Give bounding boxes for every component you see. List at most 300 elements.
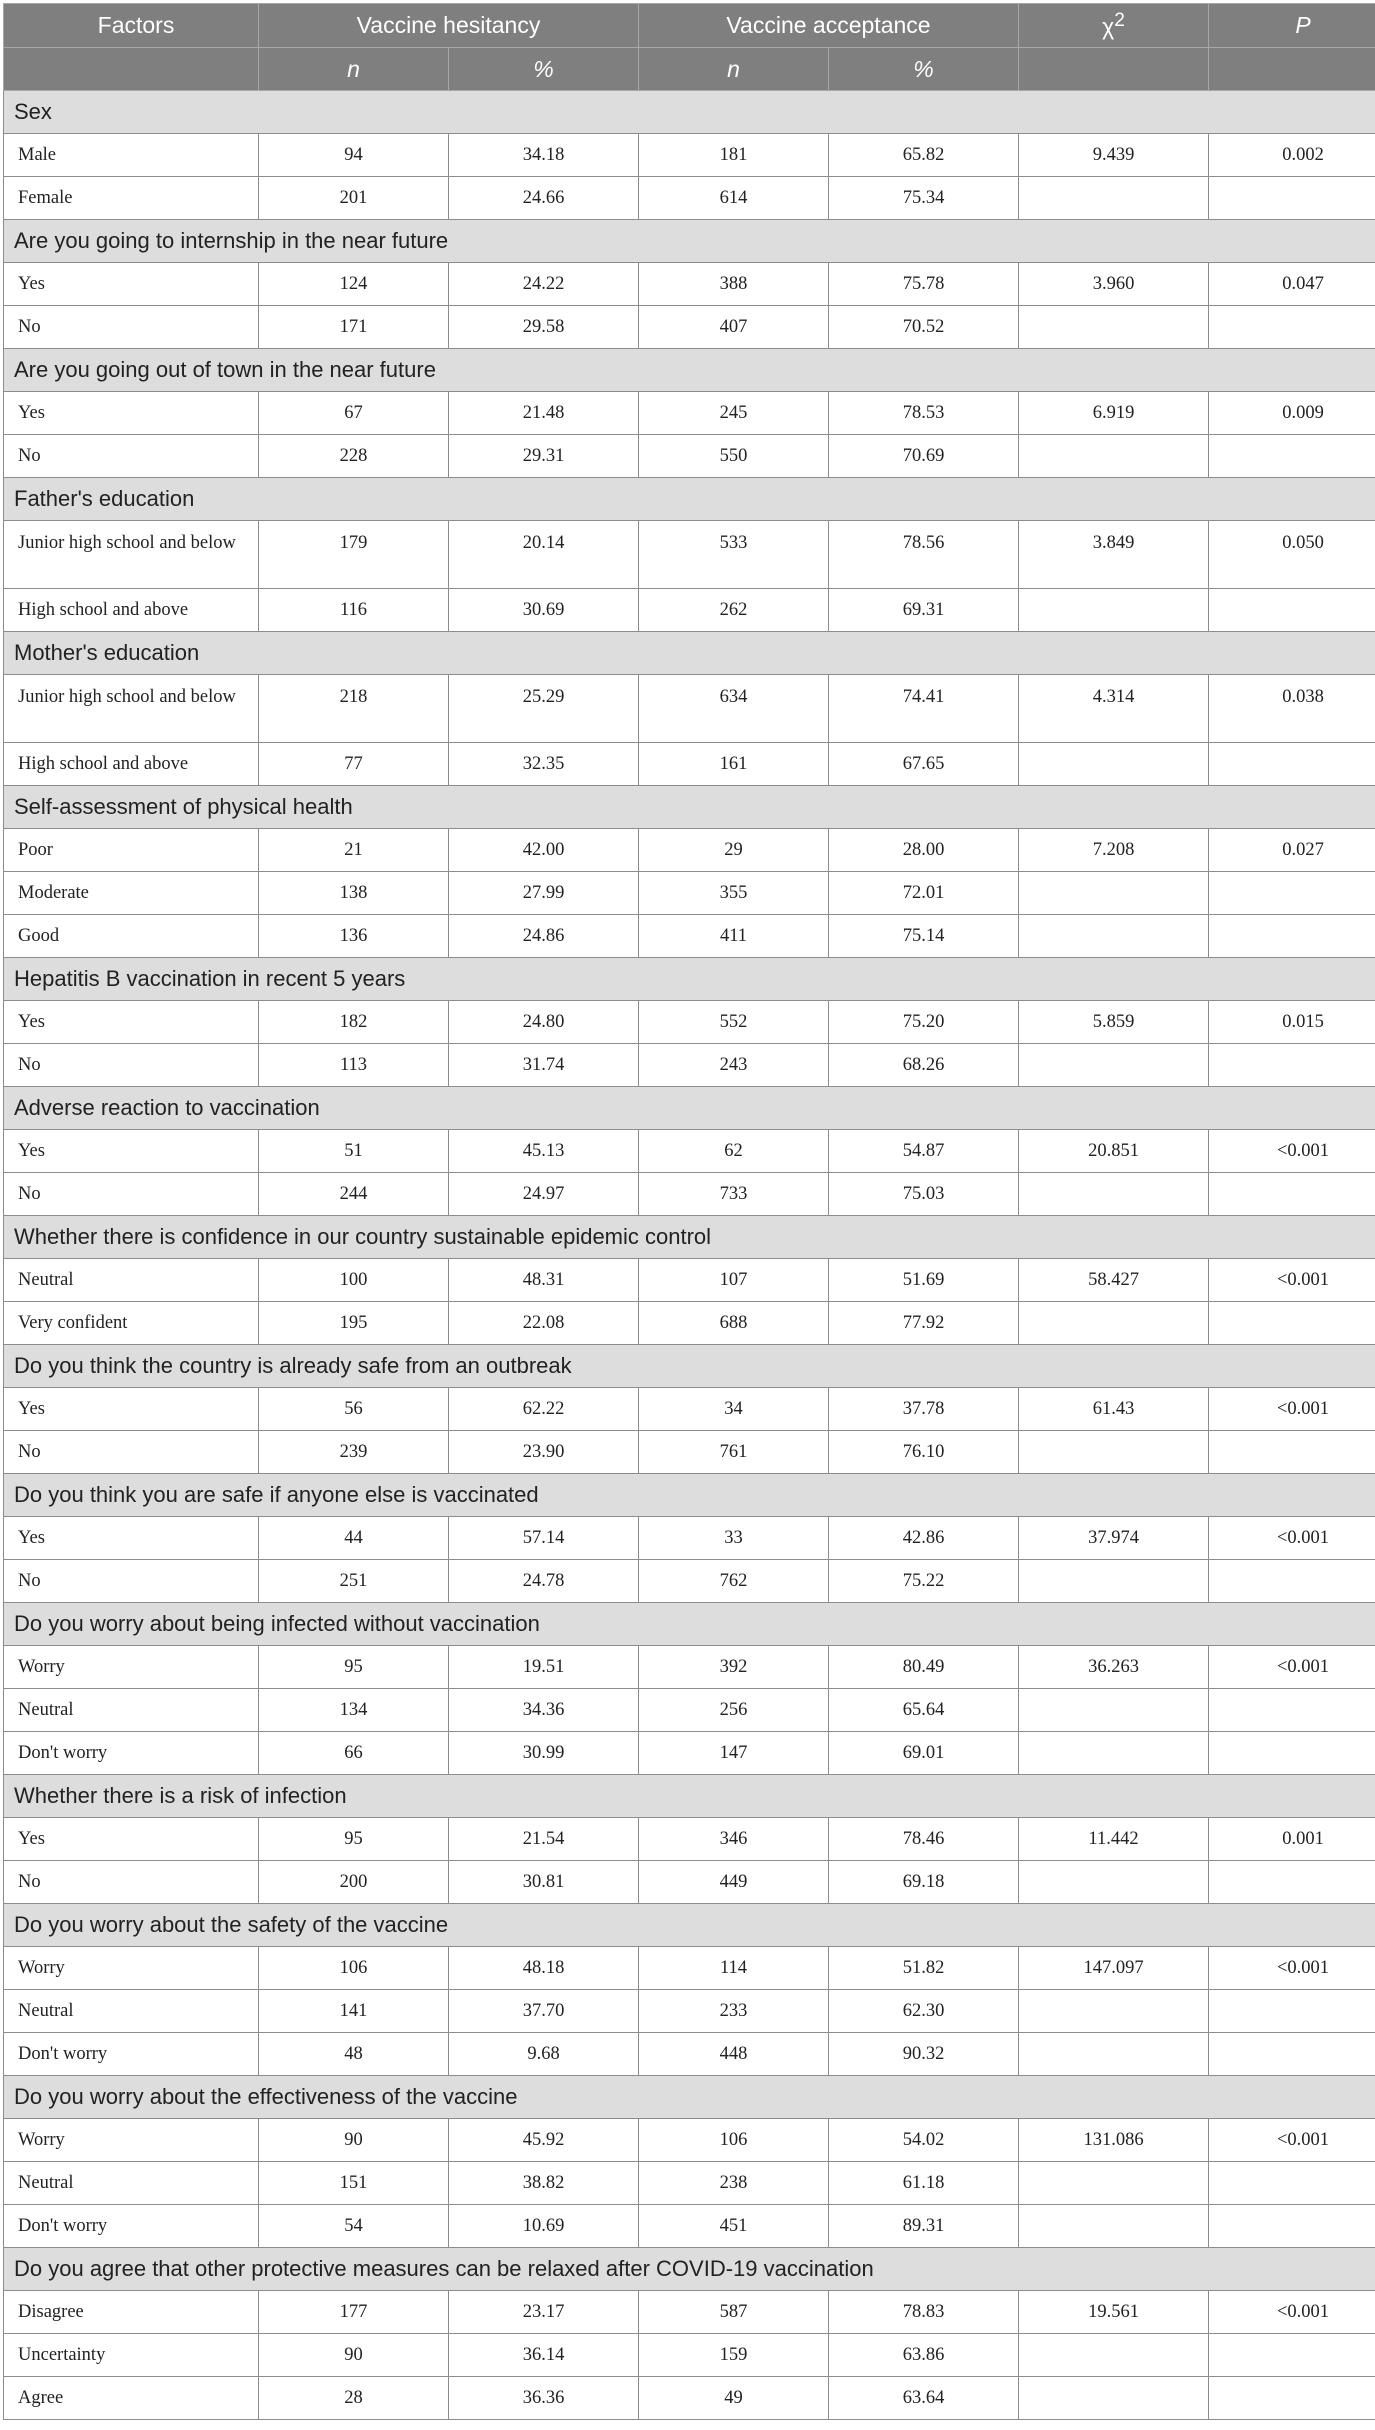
chi-square-cell (1019, 2334, 1209, 2377)
p-value-cell (1209, 872, 1375, 915)
hesitancy-pct-cell: 30.81 (449, 1861, 639, 1904)
hesitancy-n-cell: 201 (259, 177, 449, 220)
hesitancy-n-cell: 94 (259, 134, 449, 177)
p-value-cell (1209, 1861, 1375, 1904)
p-value-cell (1209, 915, 1375, 958)
data-table (3, 3, 1375, 2420)
acceptance-n-cell: 550 (639, 435, 829, 478)
hesitancy-pct-cell: 24.80 (449, 1001, 639, 1044)
section-title: Self-assessment of physical health (4, 786, 1375, 829)
section-title: Do you agree that other protective measures can be relaxed after COVID-19 vaccination (4, 2248, 1375, 2291)
acceptance-pct-cell: 78.83 (829, 2291, 1019, 2334)
acceptance-pct-cell: 67.65 (829, 743, 1019, 786)
section-title: Are you going to internship in the near future (4, 220, 1375, 263)
hesitancy-n-cell: 124 (259, 263, 449, 306)
row-label: Neutral (4, 1689, 259, 1732)
p-value-cell (1209, 589, 1375, 632)
hesitancy-pct-cell: 48.31 (449, 1259, 639, 1302)
hesitancy-pct-cell: 22.08 (449, 1302, 639, 1345)
table-row (4, 1302, 1375, 1345)
table-row (4, 1173, 1375, 1216)
hesitancy-pct-cell: 24.66 (449, 177, 639, 220)
row-label: No (4, 1173, 259, 1216)
chi-square-cell: 6.919 (1019, 392, 1209, 435)
acceptance-n-cell: 355 (639, 872, 829, 915)
chi-square-cell: 20.851 (1019, 1130, 1209, 1173)
acceptance-pct-cell: 75.78 (829, 263, 1019, 306)
acceptance-n-cell: 448 (639, 2033, 829, 2076)
table-row (4, 1259, 1375, 1302)
p-value-cell (1209, 1732, 1375, 1775)
header-hesitancy-n: n (259, 48, 449, 91)
p-value-cell: <0.001 (1209, 1947, 1375, 1990)
hesitancy-n-cell: 77 (259, 743, 449, 786)
header-acceptance-n: n (639, 48, 829, 91)
acceptance-pct-cell: 78.56 (829, 521, 1019, 589)
section-header-row (4, 478, 1375, 521)
acceptance-pct-cell: 69.18 (829, 1861, 1019, 1904)
chi-square-cell (1019, 1302, 1209, 1345)
chi-square-cell (1019, 177, 1209, 220)
table-row (4, 589, 1375, 632)
chi-square-cell: 4.314 (1019, 675, 1209, 743)
section-title: Do you worry about being infected without vaccination (4, 1603, 1375, 1646)
hesitancy-pct-cell: 23.90 (449, 1431, 639, 1474)
hesitancy-n-cell: 90 (259, 2334, 449, 2377)
chi-square-cell (1019, 1689, 1209, 1732)
table-row (4, 915, 1375, 958)
p-value-cell: 0.047 (1209, 263, 1375, 306)
acceptance-n-cell: 262 (639, 589, 829, 632)
chi-square-cell (1019, 1044, 1209, 1087)
acceptance-pct-cell: 62.30 (829, 1990, 1019, 2033)
acceptance-pct-cell: 51.69 (829, 1259, 1019, 1302)
table-row (4, 263, 1375, 306)
table-row (4, 1560, 1375, 1603)
hesitancy-n-cell: 100 (259, 1259, 449, 1302)
section-header-row (4, 1087, 1375, 1130)
chi-square-cell (1019, 306, 1209, 349)
row-label: Moderate (4, 872, 259, 915)
acceptance-n-cell: 114 (639, 1947, 829, 1990)
row-label: Agree (4, 2377, 259, 2420)
hesitancy-pct-cell: 36.36 (449, 2377, 639, 2420)
hesitancy-pct-cell: 36.14 (449, 2334, 639, 2377)
hesitancy-n-cell: 28 (259, 2377, 449, 2420)
table-row (4, 872, 1375, 915)
table-row (4, 1689, 1375, 1732)
table-row (4, 1646, 1375, 1689)
row-label: No (4, 1044, 259, 1087)
section-header-row (4, 1474, 1375, 1517)
hesitancy-pct-cell: 10.69 (449, 2205, 639, 2248)
hesitancy-n-cell: 244 (259, 1173, 449, 1216)
hesitancy-pct-cell: 24.86 (449, 915, 639, 958)
header-factors: Factors (4, 4, 259, 48)
p-value-cell (1209, 2334, 1375, 2377)
hesitancy-n-cell: 67 (259, 392, 449, 435)
p-value-cell (1209, 1689, 1375, 1732)
hesitancy-pct-cell: 29.31 (449, 435, 639, 478)
acceptance-n-cell: 407 (639, 306, 829, 349)
chi-square-cell (1019, 435, 1209, 478)
acceptance-pct-cell: 75.34 (829, 177, 1019, 220)
section-title: Do you worry about the effectiveness of the vaccine (4, 2076, 1375, 2119)
acceptance-n-cell: 33 (639, 1517, 829, 1560)
table-row (4, 521, 1375, 589)
hesitancy-n-cell: 141 (259, 1990, 449, 2033)
acceptance-n-cell: 159 (639, 2334, 829, 2377)
row-label: Yes (4, 263, 259, 306)
hesitancy-pct-cell: 27.99 (449, 872, 639, 915)
hesitancy-pct-cell: 42.00 (449, 829, 639, 872)
hesitancy-pct-cell: 34.36 (449, 1689, 639, 1732)
chi-square-cell (1019, 915, 1209, 958)
hesitancy-n-cell: 138 (259, 872, 449, 915)
acceptance-n-cell: 451 (639, 2205, 829, 2248)
p-value-cell (1209, 1560, 1375, 1603)
row-label: Don't worry (4, 2205, 259, 2248)
acceptance-n-cell: 49 (639, 2377, 829, 2420)
header-p-value: P (1209, 4, 1375, 48)
row-label: No (4, 1560, 259, 1603)
acceptance-pct-cell: 42.86 (829, 1517, 1019, 1560)
header-chi-square (1019, 4, 1209, 48)
chi-square-cell (1019, 2162, 1209, 2205)
section-header-row (4, 632, 1375, 675)
p-value-cell (1209, 306, 1375, 349)
table-row (4, 1732, 1375, 1775)
hesitancy-n-cell: 95 (259, 1818, 449, 1861)
hesitancy-n-cell: 21 (259, 829, 449, 872)
p-value-cell (1209, 1431, 1375, 1474)
table-row (4, 2291, 1375, 2334)
acceptance-pct-cell: 51.82 (829, 1947, 1019, 1990)
acceptance-pct-cell: 75.03 (829, 1173, 1019, 1216)
section-title: Whether there is confidence in our country sustainable epidemic control (4, 1216, 1375, 1259)
p-value-cell (1209, 1302, 1375, 1345)
acceptance-n-cell: 238 (639, 2162, 829, 2205)
acceptance-pct-cell: 90.32 (829, 2033, 1019, 2076)
chi-square-cell: 36.263 (1019, 1646, 1209, 1689)
acceptance-n-cell: 107 (639, 1259, 829, 1302)
acceptance-n-cell: 243 (639, 1044, 829, 1087)
hesitancy-n-cell: 136 (259, 915, 449, 958)
row-label: No (4, 306, 259, 349)
p-value-cell: 0.001 (1209, 1818, 1375, 1861)
table-row (4, 134, 1375, 177)
section-header-row (4, 1345, 1375, 1388)
hesitancy-pct-cell: 24.78 (449, 1560, 639, 1603)
chi-square-cell (1019, 2377, 1209, 2420)
chi-square-cell (1019, 2205, 1209, 2248)
hesitancy-n-cell: 44 (259, 1517, 449, 1560)
acceptance-n-cell: 533 (639, 521, 829, 589)
section-title: Mother's education (4, 632, 1375, 675)
table-row (4, 435, 1375, 478)
acceptance-pct-cell: 78.53 (829, 392, 1019, 435)
acceptance-n-cell: 388 (639, 263, 829, 306)
row-label: Junior high school and below (4, 675, 259, 743)
table-row (4, 1130, 1375, 1173)
section-title: Sex (4, 91, 1375, 134)
acceptance-n-cell: 552 (639, 1001, 829, 1044)
chi-square-cell (1019, 2033, 1209, 2076)
acceptance-n-cell: 449 (639, 1861, 829, 1904)
row-label: Don't worry (4, 2033, 259, 2076)
acceptance-pct-cell: 54.87 (829, 1130, 1019, 1173)
hesitancy-n-cell: 200 (259, 1861, 449, 1904)
p-value-cell: <0.001 (1209, 2119, 1375, 2162)
hesitancy-n-cell: 51 (259, 1130, 449, 1173)
p-value-cell: <0.001 (1209, 2291, 1375, 2334)
header-row-2 (4, 48, 1375, 91)
hesitancy-pct-cell: 38.82 (449, 2162, 639, 2205)
chi-square-cell (1019, 872, 1209, 915)
hesitancy-pct-cell: 45.92 (449, 2119, 639, 2162)
acceptance-pct-cell: 76.10 (829, 1431, 1019, 1474)
row-label: Junior high school and below (4, 521, 259, 589)
hesitancy-pct-cell: 62.22 (449, 1388, 639, 1431)
acceptance-n-cell: 245 (639, 392, 829, 435)
row-label: High school and above (4, 589, 259, 632)
p-value-cell (1209, 743, 1375, 786)
chi-square-cell: 7.208 (1019, 829, 1209, 872)
hesitancy-n-cell: 228 (259, 435, 449, 478)
chi-square-cell: 11.442 (1019, 1818, 1209, 1861)
hesitancy-pct-cell: 25.29 (449, 675, 639, 743)
acceptance-n-cell: 106 (639, 2119, 829, 2162)
header-empty (1019, 48, 1209, 91)
section-title: Are you going out of town in the near future (4, 349, 1375, 392)
p-value-cell: <0.001 (1209, 1517, 1375, 1560)
table-row (4, 2033, 1375, 2076)
row-label: Worry (4, 2119, 259, 2162)
table-row (4, 1517, 1375, 1560)
hesitancy-n-cell: 134 (259, 1689, 449, 1732)
chi-superscript: 2 (1114, 10, 1125, 31)
hesitancy-pct-cell: 20.14 (449, 521, 639, 589)
hesitancy-n-cell: 95 (259, 1646, 449, 1689)
acceptance-n-cell: 733 (639, 1173, 829, 1216)
hesitancy-pct-cell: 34.18 (449, 134, 639, 177)
chi-square-cell: 61.43 (1019, 1388, 1209, 1431)
acceptance-pct-cell: 74.41 (829, 675, 1019, 743)
hesitancy-pct-cell: 31.74 (449, 1044, 639, 1087)
hesitancy-pct-cell: 30.99 (449, 1732, 639, 1775)
section-header-row (4, 2076, 1375, 2119)
p-value-cell (1209, 1990, 1375, 2033)
acceptance-n-cell: 147 (639, 1732, 829, 1775)
p-value-cell (1209, 1044, 1375, 1087)
hesitancy-pct-cell: 9.68 (449, 2033, 639, 2076)
header-row-1 (4, 4, 1375, 48)
acceptance-pct-cell: 70.52 (829, 306, 1019, 349)
header-hesitancy-pct: % (449, 48, 639, 91)
section-header-row (4, 1904, 1375, 1947)
chi-square-cell: 147.097 (1019, 1947, 1209, 1990)
header-empty (1209, 48, 1375, 91)
p-value-cell (1209, 2033, 1375, 2076)
section-header-row (4, 2248, 1375, 2291)
section-header-row (4, 786, 1375, 829)
row-label: Good (4, 915, 259, 958)
table-row (4, 2119, 1375, 2162)
acceptance-n-cell: 34 (639, 1388, 829, 1431)
section-title: Do you think the country is already safe from an outbreak (4, 1345, 1375, 1388)
hesitancy-n-cell: 177 (259, 2291, 449, 2334)
chi-square-cell (1019, 1560, 1209, 1603)
hesitancy-pct-cell: 29.58 (449, 306, 639, 349)
p-value-cell (1209, 2205, 1375, 2248)
table-row (4, 829, 1375, 872)
section-title: Adverse reaction to vaccination (4, 1087, 1375, 1130)
chi-square-cell: 37.974 (1019, 1517, 1209, 1560)
table-row (4, 2162, 1375, 2205)
acceptance-pct-cell: 69.31 (829, 589, 1019, 632)
table-header (4, 4, 1375, 91)
header-acceptance-pct: % (829, 48, 1019, 91)
acceptance-n-cell: 688 (639, 1302, 829, 1345)
acceptance-n-cell: 587 (639, 2291, 829, 2334)
acceptance-pct-cell: 75.14 (829, 915, 1019, 958)
hesitancy-n-cell: 218 (259, 675, 449, 743)
row-label: Yes (4, 392, 259, 435)
row-label: No (4, 435, 259, 478)
p-value-cell: 0.050 (1209, 521, 1375, 589)
section-title: Father's education (4, 478, 1375, 521)
hesitancy-n-cell: 106 (259, 1947, 449, 1990)
hesitancy-n-cell: 151 (259, 2162, 449, 2205)
chi-square-cell (1019, 743, 1209, 786)
acceptance-pct-cell: 72.01 (829, 872, 1019, 915)
chi-square-cell (1019, 1732, 1209, 1775)
p-value-cell: <0.001 (1209, 1259, 1375, 1302)
hesitancy-pct-cell: 32.35 (449, 743, 639, 786)
acceptance-n-cell: 233 (639, 1990, 829, 2033)
row-label: Yes (4, 1130, 259, 1173)
p-value-cell (1209, 177, 1375, 220)
chi-square-cell (1019, 589, 1209, 632)
section-header-row (4, 1775, 1375, 1818)
acceptance-n-cell: 256 (639, 1689, 829, 1732)
hesitancy-pct-cell: 23.17 (449, 2291, 639, 2334)
hesitancy-n-cell: 48 (259, 2033, 449, 2076)
chi-square-cell (1019, 1173, 1209, 1216)
chi-square-cell: 9.439 (1019, 134, 1209, 177)
table-body (4, 91, 1375, 2420)
table-row (4, 1044, 1375, 1087)
p-value-cell (1209, 2377, 1375, 2420)
chi-square-cell: 58.427 (1019, 1259, 1209, 1302)
section-title: Do you think you are safe if anyone else is vaccinated (4, 1474, 1375, 1517)
hesitancy-n-cell: 56 (259, 1388, 449, 1431)
p-value-cell: 0.015 (1209, 1001, 1375, 1044)
table-row (4, 2205, 1375, 2248)
row-label: Female (4, 177, 259, 220)
section-header-row (4, 1216, 1375, 1259)
row-label: Neutral (4, 1259, 259, 1302)
p-value-cell (1209, 2162, 1375, 2205)
chi-square-cell: 19.561 (1019, 2291, 1209, 2334)
row-label: No (4, 1431, 259, 1474)
hesitancy-pct-cell: 37.70 (449, 1990, 639, 2033)
hesitancy-n-cell: 171 (259, 306, 449, 349)
table-row (4, 1818, 1375, 1861)
acceptance-n-cell: 29 (639, 829, 829, 872)
acceptance-pct-cell: 75.20 (829, 1001, 1019, 1044)
table-row (4, 2334, 1375, 2377)
hesitancy-n-cell: 116 (259, 589, 449, 632)
section-header-row (4, 958, 1375, 1001)
chi-symbol: χ (1102, 14, 1114, 40)
p-value-cell: 0.002 (1209, 134, 1375, 177)
row-label: Yes (4, 1388, 259, 1431)
acceptance-pct-cell: 78.46 (829, 1818, 1019, 1861)
table-row (4, 2377, 1375, 2420)
acceptance-pct-cell: 89.31 (829, 2205, 1019, 2248)
hesitancy-n-cell: 251 (259, 1560, 449, 1603)
hesitancy-n-cell: 66 (259, 1732, 449, 1775)
acceptance-n-cell: 181 (639, 134, 829, 177)
row-label: No (4, 1861, 259, 1904)
row-label: Very confident (4, 1302, 259, 1345)
hesitancy-n-cell: 195 (259, 1302, 449, 1345)
hesitancy-pct-cell: 21.48 (449, 392, 639, 435)
p-value-cell: 0.038 (1209, 675, 1375, 743)
p-value-cell: 0.009 (1209, 392, 1375, 435)
hesitancy-n-cell: 182 (259, 1001, 449, 1044)
section-header-row (4, 1603, 1375, 1646)
section-title: Hepatitis B vaccination in recent 5 years (4, 958, 1375, 1001)
hesitancy-pct-cell: 24.22 (449, 263, 639, 306)
table-row (4, 392, 1375, 435)
table-row (4, 1001, 1375, 1044)
row-label: Disagree (4, 2291, 259, 2334)
header-vaccine-hesitancy: Vaccine hesitancy (259, 4, 639, 48)
section-header-row (4, 349, 1375, 392)
acceptance-pct-cell: 61.18 (829, 2162, 1019, 2205)
acceptance-pct-cell: 65.82 (829, 134, 1019, 177)
section-header-row (4, 220, 1375, 263)
acceptance-n-cell: 614 (639, 177, 829, 220)
row-label: Yes (4, 1001, 259, 1044)
acceptance-pct-cell: 54.02 (829, 2119, 1019, 2162)
hesitancy-pct-cell: 19.51 (449, 1646, 639, 1689)
acceptance-pct-cell: 70.69 (829, 435, 1019, 478)
acceptance-pct-cell: 75.22 (829, 1560, 1019, 1603)
chi-square-cell: 3.960 (1019, 263, 1209, 306)
acceptance-n-cell: 161 (639, 743, 829, 786)
p-value-cell: <0.001 (1209, 1130, 1375, 1173)
chi-square-cell: 5.859 (1019, 1001, 1209, 1044)
p-value-cell (1209, 1173, 1375, 1216)
header-empty (4, 48, 259, 91)
section-title: Whether there is a risk of infection (4, 1775, 1375, 1818)
row-label: Yes (4, 1517, 259, 1560)
chi-square-cell: 3.849 (1019, 521, 1209, 589)
chi-square-cell (1019, 1861, 1209, 1904)
acceptance-n-cell: 761 (639, 1431, 829, 1474)
row-label: Worry (4, 1646, 259, 1689)
section-header-row (4, 91, 1375, 134)
acceptance-n-cell: 762 (639, 1560, 829, 1603)
row-label: Yes (4, 1818, 259, 1861)
acceptance-pct-cell: 63.86 (829, 2334, 1019, 2377)
acceptance-n-cell: 634 (639, 675, 829, 743)
hesitancy-pct-cell: 45.13 (449, 1130, 639, 1173)
hesitancy-n-cell: 239 (259, 1431, 449, 1474)
